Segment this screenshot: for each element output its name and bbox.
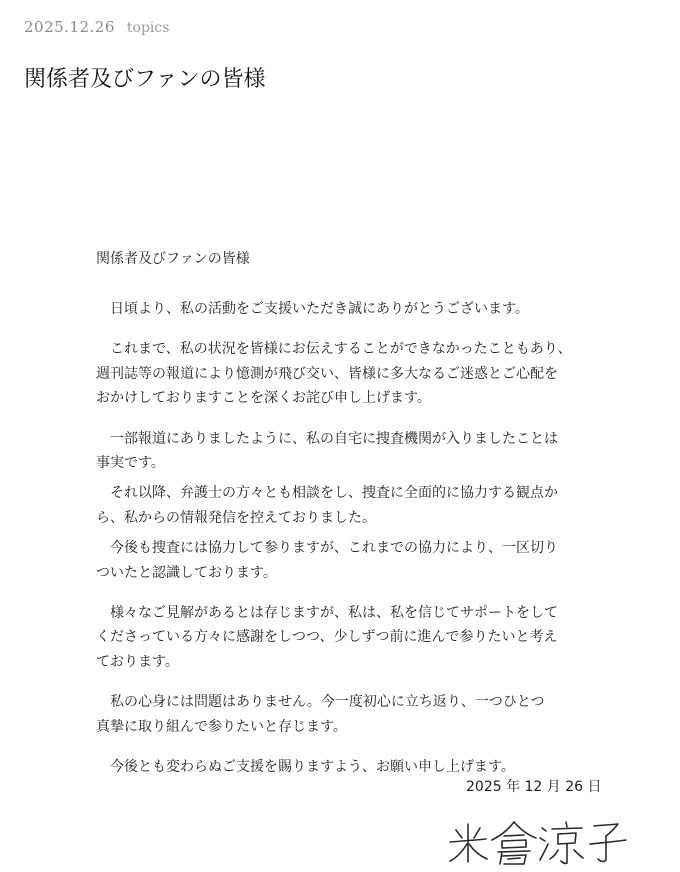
letter-line: ら、私からの情報発信を控えておりました。: [96, 509, 376, 526]
post-category[interactable]: topics: [126, 20, 170, 36]
letter-line: くださっている方々に感謝をしつつ、少しずつ前に進んで参りたいと考え: [96, 629, 558, 646]
letter-line: ております。: [96, 653, 179, 670]
letter-body: [96, 248, 616, 780]
page-title: 関係者及びファンの皆様: [24, 67, 266, 92]
letter-line: 様々なご見解があるとは存じますが、私は、私を信じてサポートをして: [110, 605, 558, 622]
letter-line: 事実です。: [96, 455, 165, 472]
letter-paragraph: [96, 427, 616, 476]
letter-line: 真摯に取り組んで参りたいと存じます。: [96, 718, 347, 735]
letter-date: 2025 年 12 月 26 日: [466, 779, 602, 795]
signature-strokes: [442, 816, 632, 868]
letter-line: 週刊誌等の報道により憶測が飛び交い、皆様に多大なるご迷惑とご心配を: [96, 365, 558, 382]
letter-line: 今後も捜査には協力して参りますが、これまでの協力により、一区切り: [110, 540, 558, 557]
letter-line: おかけしておりますことを深くお詫び申し上げます。: [96, 390, 431, 407]
letter-line: 日頃より、私の活動をご支援いただき誠にありがとうございます。: [110, 301, 529, 317]
letter-salutation: 関係者及びファンの皆様: [96, 251, 250, 267]
post-meta: [24, 18, 169, 40]
letter-line: 私の心身には問題はありません。今一度初心に立ち返り、一つひとつ: [110, 694, 545, 711]
letter-paragraph: [96, 690, 616, 739]
letter-paragraph: [96, 337, 616, 410]
letter-line: これまで、私の状況を皆様にお伝えすることができなかったこともあり、: [110, 341, 572, 358]
letter-paragraph: [96, 536, 616, 585]
letter-line: ついたと認識しております。: [96, 564, 277, 581]
letter-line: それ以降、弁護士の方々とも相談をし、捜査に全面的に協力する観点か: [110, 485, 558, 502]
letter-line: 一部報道にありましたように、私の自宅に捜査機関が入りましたことは: [110, 430, 558, 447]
letter-paragraphs: [96, 297, 616, 780]
letter-paragraph: [96, 297, 616, 321]
letter-paragraph: [96, 481, 616, 530]
post-date: 2025.12.26: [24, 18, 115, 36]
letter-paragraph: [96, 601, 616, 674]
handwritten-signature: [442, 816, 632, 868]
letter-line: 今後とも変わらぬご支援を賜りますよう、お願い申し上げます。: [110, 759, 515, 776]
